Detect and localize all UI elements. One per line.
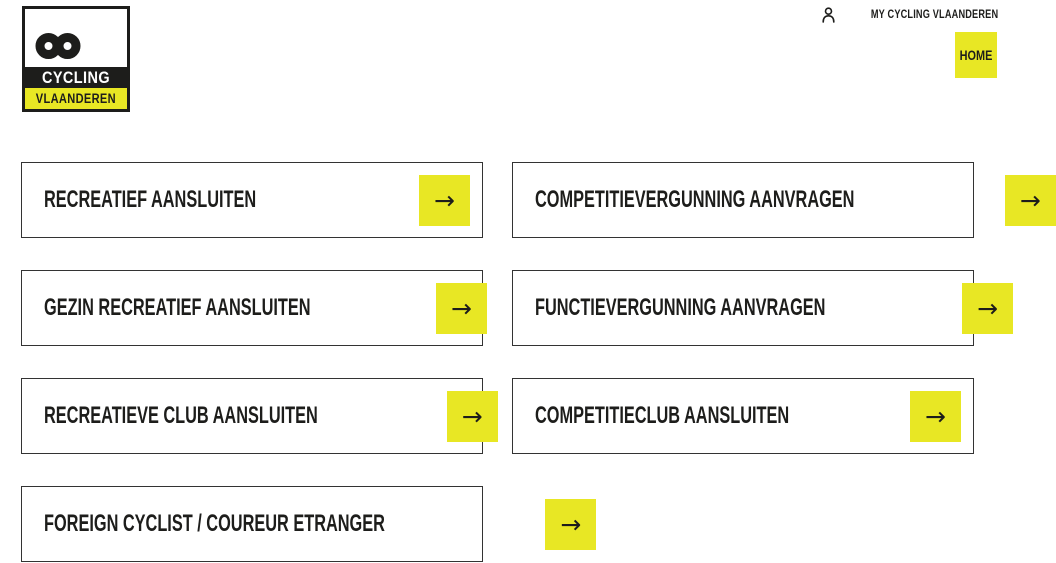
logo-word-cycling: [25, 67, 127, 88]
infinity-icon: [35, 32, 81, 60]
arrow-right-icon: →: [461, 401, 483, 431]
arrow-right-icon: →: [977, 293, 999, 323]
card-competitievergunning-aanvragen[interactable]: [512, 162, 1041, 238]
card-title: RECREATIEF AANSLUITEN: [44, 186, 257, 213]
card-recreatief-aansluiten[interactable]: [21, 162, 483, 238]
arrow-button[interactable]: [419, 175, 470, 226]
account-label: MY CYCLING VLAANDEREN: [870, 9, 998, 21]
card-title: RECREATIEVE CLUB AANSLUITEN: [44, 402, 318, 429]
home-button[interactable]: [955, 32, 997, 78]
user-icon: [822, 7, 835, 23]
card-title: COMPETITIEVERGUNNING AANVRAGEN: [535, 186, 855, 213]
logo-vlaanderen-label: VLAANDEREN: [35, 91, 117, 106]
arrow-button[interactable]: [910, 391, 961, 442]
arrow-button[interactable]: [962, 283, 1013, 334]
card-title: GEZIN RECREATIEF AANSLUITEN: [44, 294, 311, 321]
arrow-button[interactable]: [436, 283, 487, 334]
logo-word-vlaanderen: [25, 88, 127, 109]
card-title: FUNCTIEVERGUNNING AANVRAGEN: [535, 294, 826, 321]
my-cycling-vlaanderen-link[interactable]: [822, 7, 998, 23]
arrow-right-icon: →: [434, 185, 455, 215]
arrow-right-icon: →: [451, 293, 472, 323]
home-button-label: HOME: [959, 47, 993, 63]
arrow-right-icon: →: [1019, 185, 1041, 215]
logo-symbol-area: [25, 9, 127, 67]
logo-cycling-label: CYCLING: [42, 67, 110, 87]
card-recreatieve-club-aansluiten[interactable]: [21, 378, 483, 454]
cycling-vlaanderen-logo[interactable]: [22, 6, 130, 112]
arrow-button[interactable]: [1005, 175, 1056, 226]
arrow-button[interactable]: [545, 499, 596, 550]
card-gezin-recreatief-aansluiten[interactable]: [21, 270, 483, 346]
arrow-right-icon: →: [925, 401, 946, 431]
card-functievergunning-aanvragen[interactable]: [512, 270, 999, 346]
arrow-right-icon: →: [560, 509, 582, 539]
card-title: FOREIGN CYCLIST / COUREUR ETRANGER: [44, 510, 385, 537]
action-cards-grid: [21, 162, 1041, 562]
card-title: COMPETITIECLUB AANSLUITEN: [535, 402, 790, 429]
arrow-button[interactable]: [447, 391, 498, 442]
card-competitieclub-aansluiten[interactable]: [512, 378, 974, 454]
card-foreign-cyclist[interactable]: [21, 486, 582, 562]
